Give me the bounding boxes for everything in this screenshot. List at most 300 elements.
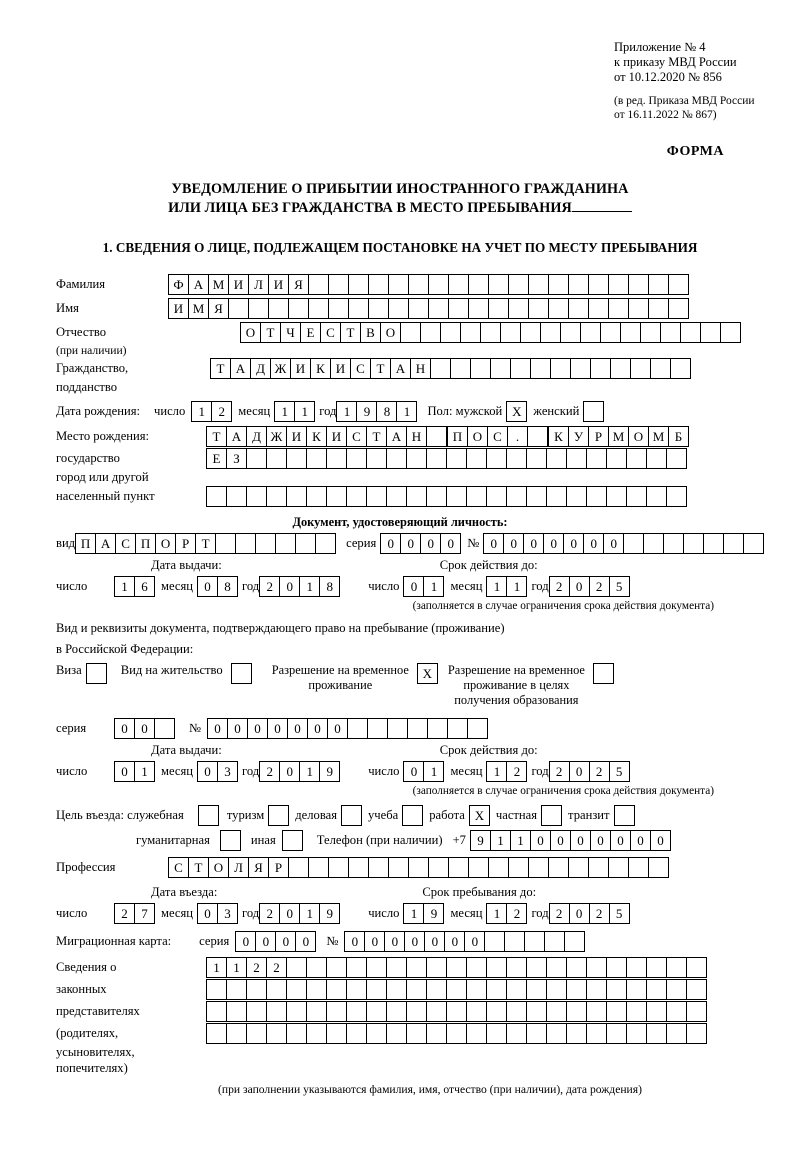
cell[interactable] [346,448,367,469]
cell[interactable]: 3 [217,761,238,782]
cell[interactable]: 2 [246,957,267,978]
cell[interactable] [406,957,427,978]
cell[interactable] [366,1001,387,1022]
cell[interactable] [528,298,549,319]
cell[interactable]: О [208,857,229,878]
cell[interactable] [646,448,667,469]
cell[interactable]: О [240,322,261,343]
cell[interactable] [524,931,545,952]
cell[interactable] [686,1001,707,1022]
cell[interactable] [528,857,549,878]
cell[interactable]: 9 [423,903,444,924]
doc-valid-year-cells[interactable] [549,576,630,597]
entry-year-cells[interactable] [259,903,340,924]
cell[interactable] [668,274,689,295]
cell[interactable] [586,957,607,978]
cell[interactable]: 2 [506,761,527,782]
cell[interactable] [648,274,669,295]
cell[interactable] [500,322,521,343]
cell[interactable]: 0 [275,931,296,952]
cell[interactable]: 0 [630,830,651,851]
stay-month-cells[interactable] [486,903,527,924]
cell[interactable]: 1 [294,401,315,422]
cell[interactable]: 2 [549,576,570,597]
cell[interactable]: М [188,298,209,319]
cell[interactable]: 9 [319,761,340,782]
cell[interactable] [506,448,527,469]
cell[interactable] [526,486,547,507]
cell[interactable]: М [208,274,229,295]
cell[interactable] [606,1023,627,1044]
cell[interactable] [388,274,409,295]
cell[interactable] [268,298,289,319]
cell[interactable] [628,857,649,878]
cell[interactable] [650,358,671,379]
cell[interactable] [526,1023,547,1044]
cell[interactable]: 9 [356,401,377,422]
cell[interactable] [566,486,587,507]
cell[interactable]: 0 [610,830,631,851]
cell[interactable] [446,486,467,507]
cell[interactable]: 1 [396,401,417,422]
cell[interactable]: 1 [423,576,444,597]
cell[interactable]: 1 [299,903,320,924]
cell[interactable] [630,358,651,379]
cell[interactable]: 1 [506,576,527,597]
cell[interactable] [550,358,571,379]
cell[interactable]: К [548,426,569,447]
cell[interactable] [666,1001,687,1022]
cell[interactable] [326,448,347,469]
cell[interactable] [206,1023,227,1044]
cell[interactable] [588,857,609,878]
doc-kind-cells[interactable] [75,533,336,554]
cell[interactable] [544,931,565,952]
cell[interactable] [255,533,276,554]
cell[interactable] [526,1001,547,1022]
cell[interactable] [723,533,744,554]
cell[interactable]: 0 [235,931,256,952]
phone-cells[interactable] [470,830,671,851]
cell[interactable] [520,322,541,343]
cell[interactable]: О [380,322,401,343]
cell[interactable]: 2 [589,903,610,924]
permit-valid-day-cells[interactable] [403,761,444,782]
cell[interactable] [266,1023,287,1044]
cell[interactable] [628,274,649,295]
cell[interactable] [486,448,507,469]
cell[interactable]: 1 [486,903,507,924]
doc-issue-day-cells[interactable] [114,576,155,597]
cell[interactable]: 2 [549,903,570,924]
cell[interactable]: Б [668,426,689,447]
cell[interactable] [546,1001,567,1022]
cell[interactable] [590,358,611,379]
cell[interactable]: 0 [403,576,424,597]
cell[interactable]: 2 [211,401,232,422]
cell[interactable] [626,957,647,978]
cell[interactable]: Л [228,857,249,878]
cell[interactable]: Т [366,426,387,447]
cell[interactable] [528,274,549,295]
cell[interactable]: 0 [197,576,218,597]
cell[interactable] [526,957,547,978]
cell[interactable]: 0 [650,830,671,851]
cell[interactable]: И [330,358,351,379]
cell[interactable] [426,1023,447,1044]
cell[interactable] [367,718,388,739]
legal-cells-row-3[interactable] [206,1001,707,1022]
doc-issue-month-cells[interactable] [197,576,238,597]
cell[interactable]: Ж [266,426,287,447]
cell[interactable] [620,322,641,343]
cell[interactable]: 9 [470,830,491,851]
permit-issue-day-cells[interactable] [114,761,155,782]
cell[interactable] [286,1023,307,1044]
cell[interactable] [608,274,629,295]
cell[interactable]: 1 [226,957,247,978]
birth-day-cells[interactable] [191,401,232,422]
cell[interactable]: А [390,358,411,379]
cell[interactable] [448,274,469,295]
cell[interactable] [406,1001,427,1022]
cell[interactable]: И [286,426,307,447]
cell[interactable]: 0 [279,761,300,782]
cell[interactable] [246,448,267,469]
purpose-transit-checkbox[interactable] [614,805,635,826]
cell[interactable]: 1 [423,761,444,782]
cell[interactable] [467,718,488,739]
cell[interactable] [346,486,367,507]
cell[interactable]: Н [406,426,427,447]
cell[interactable] [486,1023,507,1044]
cell[interactable]: 1 [114,576,135,597]
cell[interactable] [306,1023,327,1044]
cell[interactable] [508,857,529,878]
cell[interactable] [215,533,236,554]
cell[interactable] [288,857,309,878]
cell[interactable] [504,931,525,952]
cell[interactable]: Т [260,322,281,343]
cell[interactable] [700,322,721,343]
permit-valid-month-cells[interactable] [486,761,527,782]
cell[interactable]: О [467,426,488,447]
cell[interactable] [586,486,607,507]
cell[interactable]: 5 [609,903,630,924]
cell[interactable] [286,957,307,978]
cell[interactable]: Е [206,448,227,469]
cell[interactable] [506,957,527,978]
birth-month-cells[interactable] [274,401,315,422]
birth-city-cells-part2[interactable] [548,426,689,447]
cell[interactable] [246,979,267,1000]
permit-issue-month-cells[interactable] [197,761,238,782]
doc-valid-month-cells[interactable] [486,576,527,597]
cell[interactable]: 0 [380,533,401,554]
cell[interactable]: 0 [267,718,288,739]
cell[interactable] [408,298,429,319]
cell[interactable]: 7 [134,903,155,924]
cell[interactable]: С [115,533,136,554]
cell[interactable]: 2 [589,761,610,782]
cell[interactable]: Р [588,426,609,447]
cell[interactable]: 1 [191,401,212,422]
cell[interactable]: 0 [327,718,348,739]
cell[interactable]: 6 [134,576,155,597]
cell[interactable] [608,298,629,319]
cell[interactable] [348,274,369,295]
entry-day-cells[interactable] [114,903,155,924]
cell[interactable]: Е [300,322,321,343]
cell[interactable]: 0 [444,931,465,952]
cell[interactable] [427,718,448,739]
cell[interactable]: 0 [384,931,405,952]
cell[interactable] [623,533,644,554]
purpose-humanitarian-checkbox[interactable] [220,830,241,851]
cell[interactable] [407,718,428,739]
cell[interactable] [226,486,247,507]
cell[interactable] [450,358,471,379]
cell[interactable]: 0 [550,830,571,851]
cell[interactable]: М [648,426,669,447]
cell[interactable] [646,1023,667,1044]
cell[interactable]: 0 [503,533,524,554]
cell[interactable]: И [168,298,189,319]
cell[interactable]: 2 [259,903,280,924]
cell[interactable]: 0 [440,533,461,554]
birth-state-cells[interactable] [206,426,447,447]
cell[interactable] [703,533,724,554]
cell[interactable] [526,979,547,1000]
cell[interactable]: 0 [114,718,135,739]
cell[interactable] [586,1001,607,1022]
cell[interactable] [646,979,667,1000]
cell[interactable]: Я [248,857,269,878]
cell[interactable] [306,979,327,1000]
cell[interactable]: 0 [403,761,424,782]
cell[interactable] [484,931,505,952]
cell[interactable]: 9 [319,903,340,924]
cell[interactable]: Ф [168,274,189,295]
cell[interactable]: 0 [530,830,551,851]
permit-valid-year-cells[interactable] [549,761,630,782]
cell[interactable]: Я [288,274,309,295]
cell[interactable]: 0 [569,576,590,597]
cell[interactable]: 0 [255,931,276,952]
cell[interactable] [586,1023,607,1044]
cell[interactable] [275,533,296,554]
cell[interactable] [606,979,627,1000]
cell[interactable]: 0 [134,718,155,739]
purpose-work-checkbox[interactable]: X [469,805,490,826]
cell[interactable]: 2 [549,761,570,782]
cell[interactable]: 1 [490,830,511,851]
cell[interactable] [368,298,389,319]
cell[interactable] [406,448,427,469]
cell[interactable]: С [320,322,341,343]
cell[interactable] [548,857,569,878]
sex-male-checkbox[interactable]: X [506,401,527,422]
cell[interactable]: 0 [114,761,135,782]
cell[interactable] [420,322,441,343]
cell[interactable]: 1 [299,576,320,597]
cell[interactable] [448,298,469,319]
cell[interactable] [266,486,287,507]
cell[interactable] [663,533,684,554]
cell[interactable]: Т [195,533,216,554]
cell[interactable]: Д [246,426,267,447]
cell[interactable] [546,486,567,507]
cell[interactable]: У [568,426,589,447]
cell[interactable] [428,274,449,295]
cell[interactable] [466,486,487,507]
temp-residence-checkbox[interactable]: X [417,663,438,684]
cell[interactable] [235,533,256,554]
cell[interactable] [326,486,347,507]
cell[interactable] [428,298,449,319]
cell[interactable] [366,486,387,507]
cell[interactable] [666,486,687,507]
cell[interactable]: И [290,358,311,379]
cell[interactable] [527,426,548,447]
purpose-private-checkbox[interactable] [541,805,562,826]
cell[interactable] [386,448,407,469]
cell[interactable] [526,448,547,469]
cell[interactable] [626,979,647,1000]
birth-city-cells-part1[interactable] [447,426,548,447]
cell[interactable] [328,274,349,295]
citizenship-cells[interactable] [210,358,691,379]
cell[interactable] [328,857,349,878]
cell[interactable]: П [75,533,96,554]
cell[interactable] [426,1001,447,1022]
cell[interactable] [306,957,327,978]
cell[interactable] [266,448,287,469]
cell[interactable] [566,957,587,978]
name-cells[interactable] [168,298,689,319]
cell[interactable] [346,979,367,1000]
cell[interactable] [470,358,491,379]
cell[interactable] [440,322,461,343]
cell[interactable]: О [628,426,649,447]
cell[interactable] [666,957,687,978]
cell[interactable]: 1 [134,761,155,782]
cell[interactable] [480,322,501,343]
permit-issue-year-cells[interactable] [259,761,340,782]
cell[interactable] [570,358,591,379]
visa-checkbox[interactable] [86,663,107,684]
permit-series-cells[interactable] [114,718,175,739]
cell[interactable] [648,857,669,878]
cell[interactable] [226,1023,247,1044]
cell[interactable]: 2 [589,576,610,597]
cell[interactable] [660,322,681,343]
cell[interactable] [386,957,407,978]
cell[interactable] [154,718,175,739]
cell[interactable] [406,486,427,507]
cell[interactable]: И [268,274,289,295]
purpose-official-checkbox[interactable] [198,805,219,826]
sex-female-checkbox[interactable] [583,401,604,422]
cell[interactable] [348,298,369,319]
cell[interactable] [566,448,587,469]
cell[interactable]: 0 [464,931,485,952]
cell[interactable] [428,857,449,878]
cell[interactable]: 0 [279,903,300,924]
cell[interactable] [626,448,647,469]
cell[interactable] [626,1023,647,1044]
cell[interactable]: П [135,533,156,554]
cell[interactable] [490,358,511,379]
cell[interactable] [228,298,249,319]
cell[interactable] [426,486,447,507]
cell[interactable]: А [386,426,407,447]
cell[interactable]: 0 [569,761,590,782]
cell[interactable] [466,979,487,1000]
legal-cells-row-1[interactable] [206,957,707,978]
cell[interactable]: 0 [570,830,591,851]
cell[interactable] [386,1023,407,1044]
cell[interactable]: Т [370,358,391,379]
cell[interactable] [446,448,467,469]
cell[interactable] [226,979,247,1000]
cell[interactable]: 0 [583,533,604,554]
cell[interactable]: 0 [404,931,425,952]
cell[interactable] [508,298,529,319]
cell[interactable] [568,274,589,295]
cell[interactable] [408,274,429,295]
birth-city-cells-line3[interactable] [206,486,687,507]
legal-cells-row-4[interactable] [206,1023,707,1044]
cell[interactable]: Л [248,274,269,295]
cell[interactable]: З [226,448,247,469]
cell[interactable] [546,1023,567,1044]
cell[interactable] [568,857,589,878]
cell[interactable]: Т [210,358,231,379]
cell[interactable] [588,274,609,295]
cell[interactable] [286,979,307,1000]
cell[interactable] [506,1023,527,1044]
cell[interactable] [566,1001,587,1022]
cell[interactable]: С [346,426,367,447]
stay-year-cells[interactable] [549,903,630,924]
cell[interactable]: 3 [217,903,238,924]
cell[interactable]: С [168,857,189,878]
cell[interactable]: 0 [569,903,590,924]
cell[interactable] [588,298,609,319]
entry-month-cells[interactable] [197,903,238,924]
surname-cells[interactable] [168,274,689,295]
cell[interactable] [446,1023,467,1044]
cell[interactable] [326,1001,347,1022]
cell[interactable] [406,979,427,1000]
cell[interactable]: 0 [400,533,421,554]
cell[interactable]: 2 [114,903,135,924]
cell[interactable]: Д [250,358,271,379]
cell[interactable]: В [360,322,381,343]
cell[interactable] [566,979,587,1000]
cell[interactable] [643,533,664,554]
cell[interactable]: 0 [279,576,300,597]
cell[interactable] [566,1023,587,1044]
cell[interactable] [666,448,687,469]
cell[interactable]: 5 [609,761,630,782]
cell[interactable] [366,1023,387,1044]
cell[interactable] [388,298,409,319]
purpose-study-checkbox[interactable] [402,805,423,826]
cell[interactable] [286,1001,307,1022]
cell[interactable] [606,1001,627,1022]
